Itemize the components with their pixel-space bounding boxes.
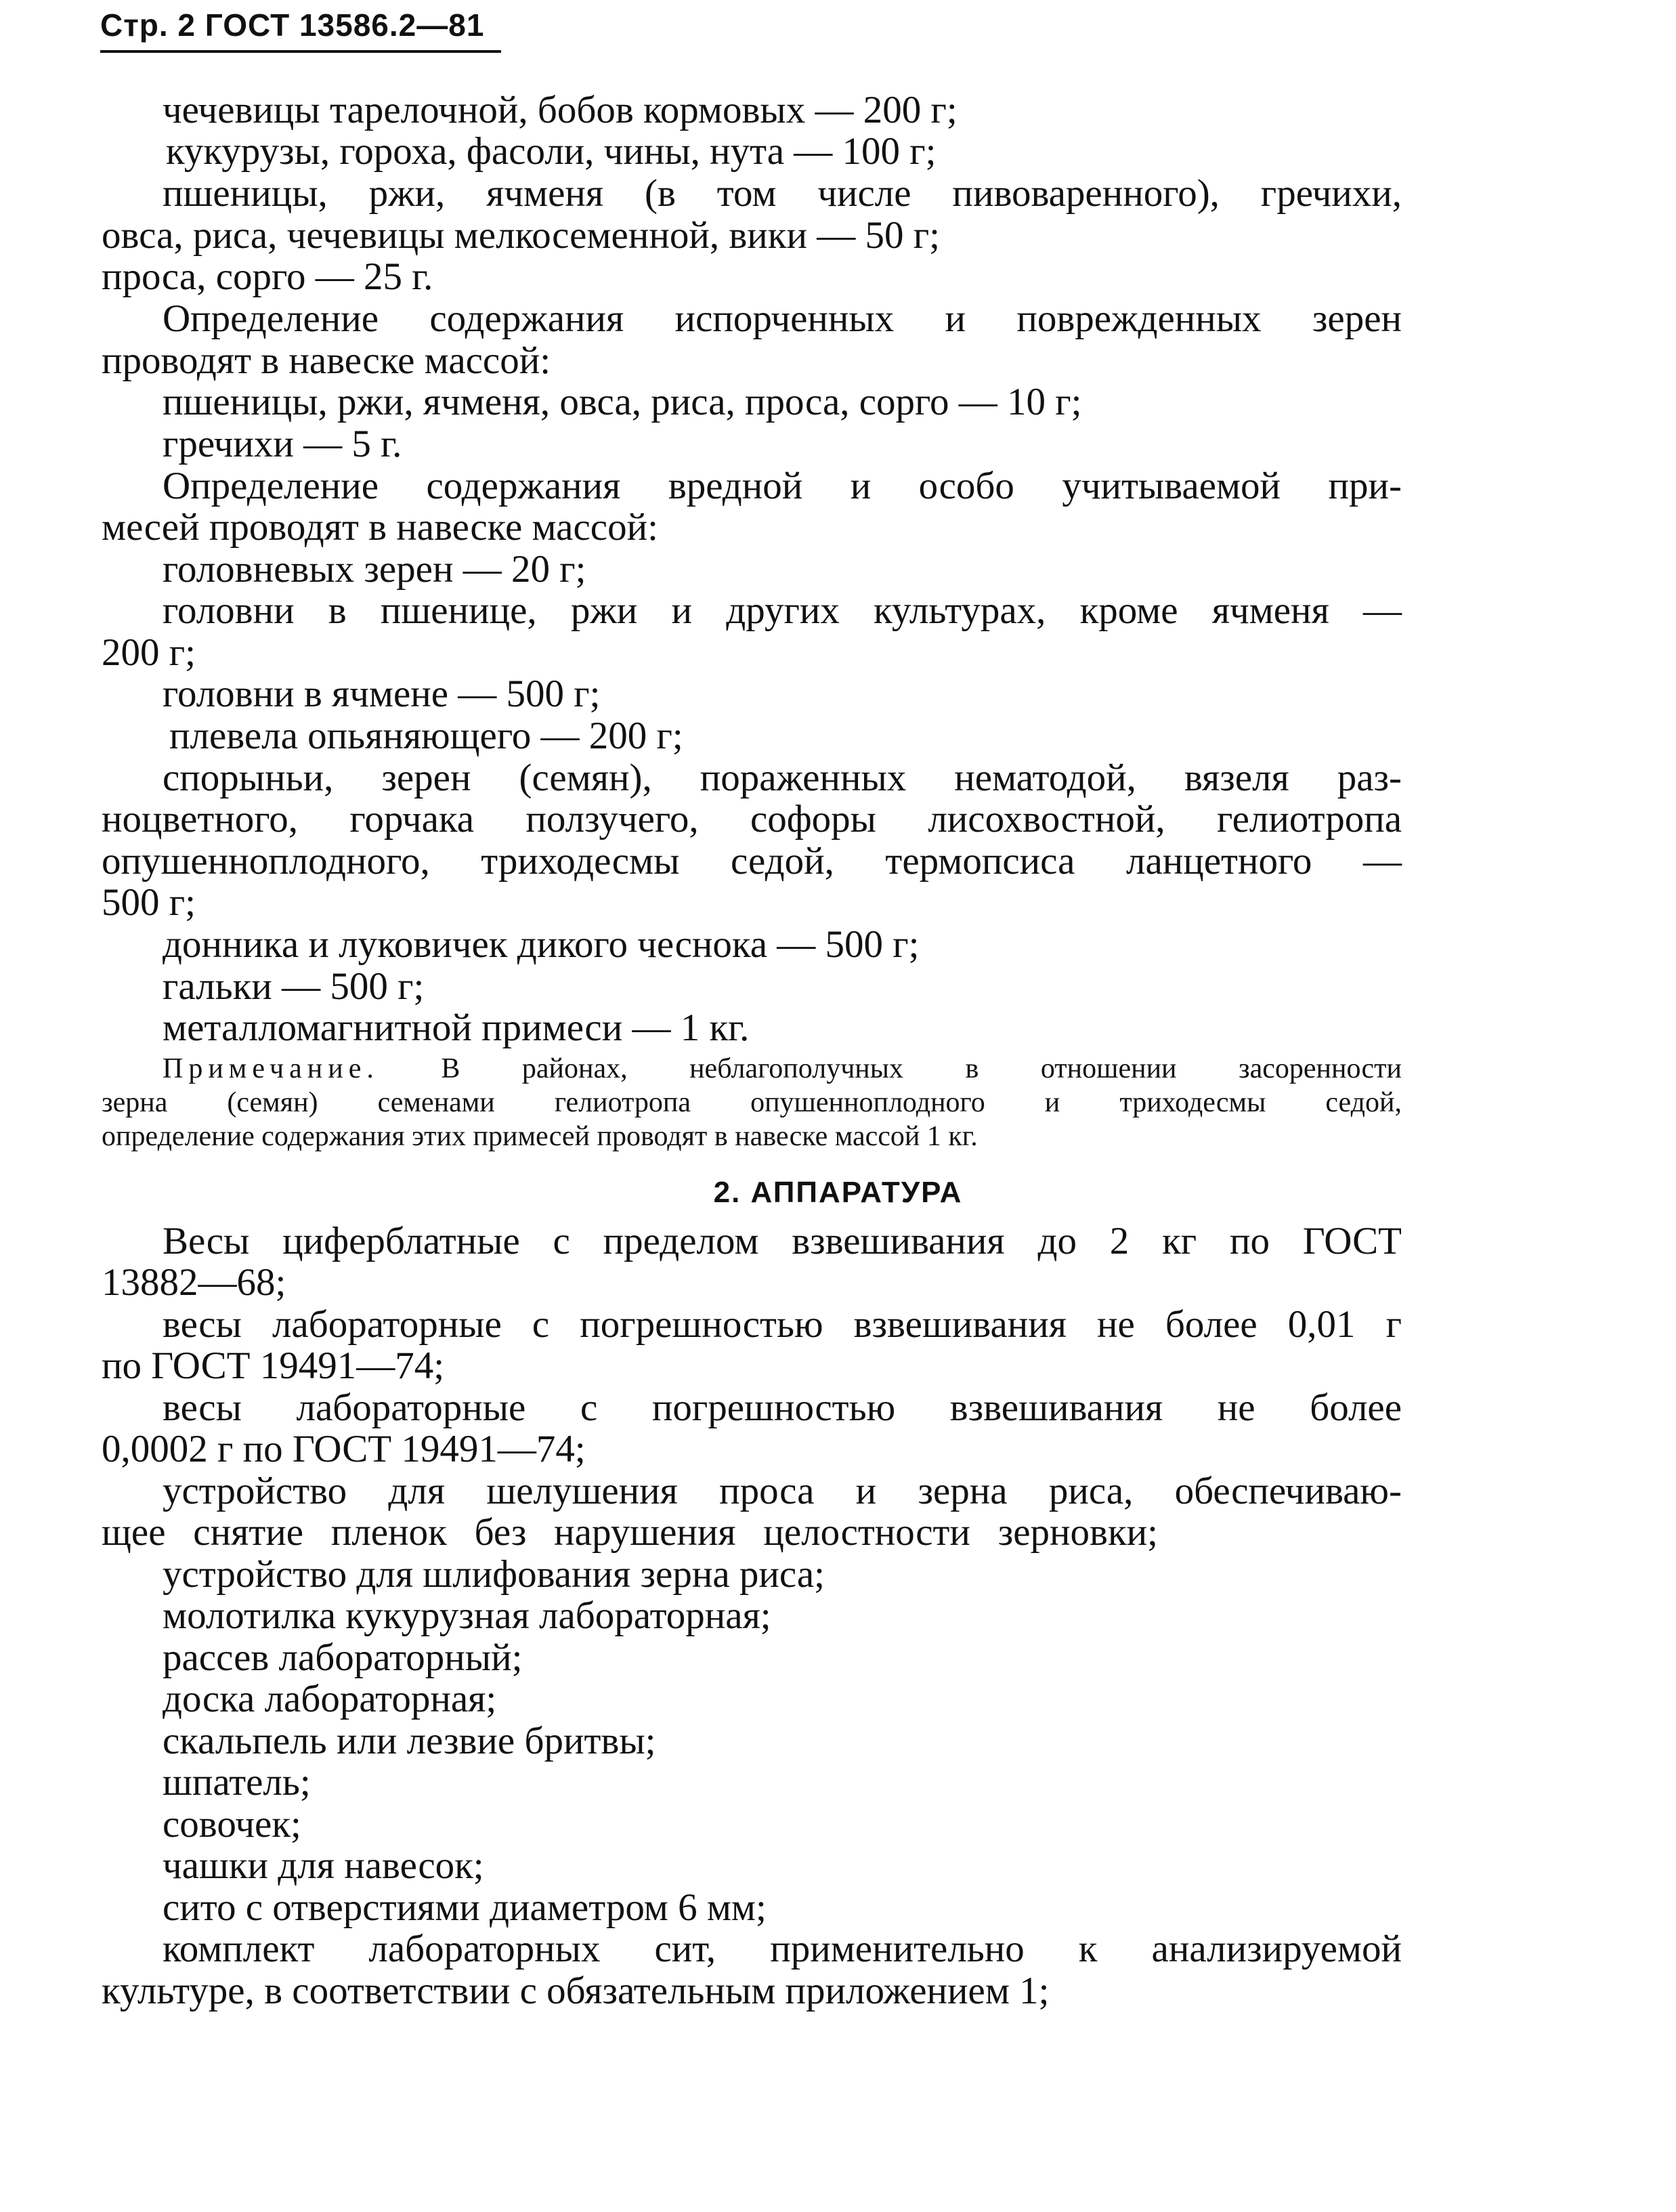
- text-line: гальки — 500 г;: [163, 965, 425, 1008]
- text-line: пшеницы, ржи, ячменя (в том числе пивоваренного), гречихи,: [163, 172, 1402, 215]
- text-line: овса, риса, чечевицы мелкосеменной, вики — 50 г;: [102, 214, 940, 257]
- header-rule: [100, 50, 501, 53]
- text-line: устройство для шлифования зерна риса;: [163, 1553, 825, 1596]
- text-line: 200 г;: [102, 631, 196, 674]
- text-line: Определение содержания испорченных и поврежденных зерен: [163, 297, 1402, 340]
- text-line: Определение содержания вредной и особо учитываемой при-: [163, 465, 1402, 507]
- text-line: проса, сорго — 25 г.: [102, 255, 433, 298]
- text-line: щее снятие пленок без нарушения целостности зерновки;: [102, 1511, 1158, 1554]
- section-title: 2. АППАРАТУРА: [713, 1176, 963, 1209]
- text-line: металломагнитной примеси — 1 кг.: [163, 1006, 750, 1049]
- text-line: ноцветного, горчака ползучего, софоры лисохвостной, гелиотропа: [102, 798, 1402, 841]
- text-line: скальпель или лезвие бритвы;: [163, 1720, 656, 1762]
- text-line: весы лабораторные с погрешностью взвешивания не более 0,01 г: [163, 1303, 1402, 1346]
- text-line: чечевицы тарелочной, бобов кормовых — 200 г;: [163, 89, 958, 131]
- text-line: по ГОСТ 19491—74;: [102, 1344, 445, 1387]
- text-line: рассев лабораторный;: [163, 1636, 523, 1679]
- note-text: В районах, неблагополучных в отношении засоренности: [441, 1053, 1402, 1084]
- note-line: определение содержания этих примесей проводят в навеске массой 1 кг.: [102, 1121, 978, 1152]
- text-line: 0,0002 г по ГОСТ 19491—74;: [102, 1428, 586, 1470]
- text-line: донника и луковичек дикого чеснока — 500 г;: [163, 923, 920, 966]
- text-line: комплект лабораторных сит, применительно к анализируемой: [163, 1928, 1402, 1970]
- text-line: спорыньи, зерен (семян), пораженных нематодой, вязеля раз-: [163, 757, 1402, 799]
- text-line: весы лабораторные с погрешностью взвешивания не более: [163, 1386, 1402, 1429]
- text-line: месей проводят в навеске массой:: [102, 506, 658, 549]
- text-line: плевела опьяняющего — 200 г;: [169, 715, 683, 757]
- note-line: [163, 1052, 1402, 1086]
- note-line: зерна (семян) семенами гелиотропа опушенноплодного и триходесмы седой,: [102, 1087, 1402, 1118]
- text-line: сито с отверстиями диаметром 6 мм;: [163, 1886, 767, 1929]
- text-line: шпатель;: [163, 1761, 311, 1804]
- text-line: 500 г;: [102, 881, 196, 924]
- text-line: Весы циферблатные с пределом взвешивания до 2 кг по ГОСТ: [163, 1220, 1402, 1262]
- running-head: Стр. 2 ГОСТ 13586.2—81: [100, 7, 485, 43]
- text-line: головни в ячмене — 500 г;: [163, 673, 601, 715]
- text-line: чашки для навесок;: [163, 1844, 484, 1887]
- text-line: головни в пшенице, ржи и других культурах, кроме ячменя —: [163, 589, 1402, 632]
- text-line: гречихи — 5 г.: [163, 423, 402, 465]
- text-line: молотилка кукурузная лабораторная;: [163, 1594, 771, 1637]
- text-line: 13882—68;: [102, 1261, 286, 1304]
- text-line: кукурузы, гороха, фасоли, чины, нута — 100 г;: [166, 130, 937, 173]
- text-line: пшеницы, ржи, ячменя, овса, риса, проса, сорго — 10 г;: [163, 381, 1082, 423]
- text-line: устройство для шелушения проса и зерна риса, обеспечиваю-: [163, 1470, 1402, 1512]
- text-line: культуре, в соответствии с обязательным приложением 1;: [102, 1970, 1050, 2012]
- text-line: совочек;: [163, 1803, 301, 1846]
- text-line: доска лабораторная;: [163, 1678, 497, 1720]
- text-line: опушенноплодного, триходесмы седой, термопсиса ланцетного —: [102, 840, 1402, 882]
- note-label: Примечание.: [163, 1053, 379, 1084]
- text-line: головневых зерен — 20 г;: [163, 548, 586, 591]
- text-line: проводят в навеске массой:: [102, 339, 551, 382]
